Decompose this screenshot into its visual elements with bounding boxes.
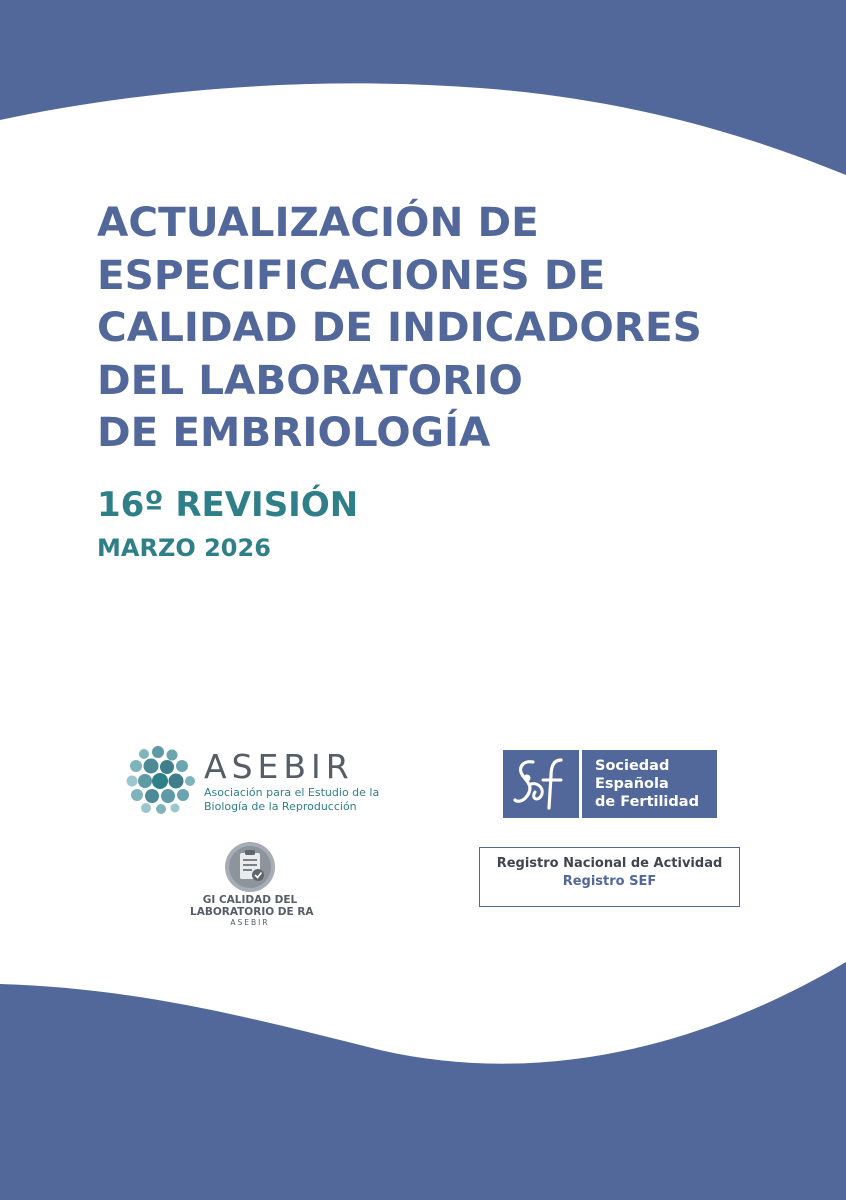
asebir-logo — [126, 746, 380, 816]
gi-calidad-line-2: LABORATORIO DE RA — [190, 906, 314, 918]
sef-name-line-1: Sociedad — [595, 758, 670, 774]
top-wave-decoration — [0, 0, 846, 180]
title-line-2: ESPECIFICACIONES DE — [97, 250, 606, 299]
asebir-name: ASEBIR — [204, 747, 354, 786]
registro-subtitle: Registro SEF — [562, 874, 657, 889]
title-line-4: DEL LABORATORIO — [97, 355, 523, 404]
asebir-subtitle-line-1: Asociación para el Estudio de la — [204, 786, 380, 799]
asebir-subtitle — [204, 786, 379, 814]
sef-name-line-3: de Fertilidad — [595, 794, 699, 810]
date-label: MARZO 2026 — [97, 534, 271, 562]
revision-label: 16º REVISIÓN — [97, 485, 359, 525]
title-line-1: ACTUALIZACIÓN DE — [97, 198, 539, 246]
sef-logo — [503, 750, 717, 818]
registro-box — [479, 847, 740, 907]
gi-calidad-line-1: GI CALIDAD DEL — [202, 894, 298, 906]
gi-calidad-badge — [190, 840, 314, 932]
gi-calidad-org: ASEBIR — [230, 918, 270, 927]
clipboard-check-icon — [223, 840, 277, 894]
sef-name — [595, 757, 699, 811]
sef-divider — [579, 750, 582, 818]
title-line-3: CALIDAD DE INDICADORES — [97, 303, 702, 351]
title-line-5: DE EMBRIOLOGÍA — [97, 408, 491, 456]
bottom-wave-decoration — [0, 960, 846, 1200]
registro-title: Registro Nacional de Actividad — [496, 856, 723, 871]
cell-cluster-icon — [126, 746, 196, 814]
document-title — [97, 196, 797, 459]
sef-name-line-2: Española — [595, 776, 669, 792]
sef-monogram-icon — [503, 750, 579, 818]
asebir-subtitle-line-2: Biología de la Reproducción — [204, 800, 357, 813]
